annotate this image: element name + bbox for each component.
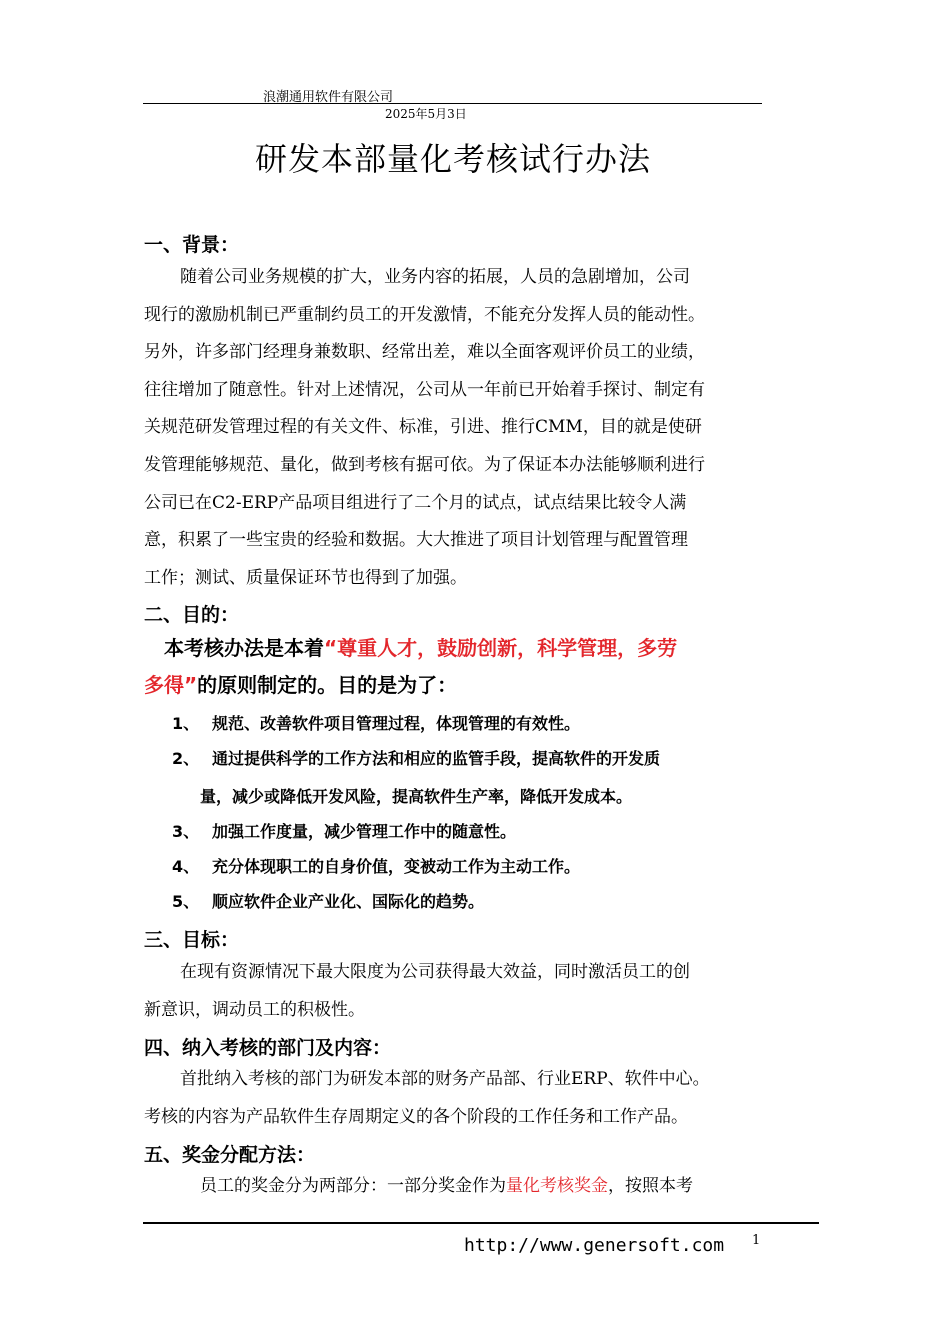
item-number: 3、 — [172, 822, 200, 841]
purpose-intro — [144, 630, 766, 704]
item-number: 4、 — [172, 857, 200, 876]
background-line: 工作；测试、质量保证环节也得到了加强。 — [144, 567, 467, 588]
page-title: 研发本部量化考核试行办法 — [254, 140, 651, 178]
purpose-intro-post: 的原则制定的。目的是为了： — [197, 673, 458, 697]
quantitative-bonus-term: 量化考核奖金 — [506, 1176, 608, 1196]
footer-url: http://www.genersoft.com — [464, 1235, 725, 1256]
purpose-list-item — [172, 711, 580, 734]
item-number: 1、 — [172, 714, 200, 733]
background-line: 公司已在C2-ERP产品项目组进行了二个月的试点，试点结果比较令人满 — [144, 492, 687, 513]
footer-rule — [143, 1222, 819, 1224]
section-heading-bonus: 五、奖金分配方法： — [144, 1144, 316, 1166]
purpose-intro-pre: 本考核办法是本着 — [164, 636, 324, 660]
section-heading-goal: 三、目标： — [144, 929, 240, 951]
scope-line: 考核的内容为产品软件生存周期定义的各个阶段的工作任务和工作产品。 — [144, 1106, 688, 1127]
item-number: 2、 — [172, 749, 200, 768]
item-text: 充分体现职工的自身价值，变被动工作为主动工作。 — [212, 857, 581, 876]
background-line: 随着公司业务规模的扩大，业务内容的拓展，人员的急剧增加，公司 — [180, 267, 690, 287]
item-number: 5、 — [172, 892, 200, 911]
goal-line: 在现有资源情况下最大限度为公司获得最大效益，同时激活员工的创 — [180, 962, 690, 982]
header-date: 2025年5月3日 — [385, 107, 467, 121]
bonus-paragraph — [144, 1168, 766, 1206]
goal-paragraph — [144, 954, 766, 1029]
background-line: 发管理能够规范、量化，做到考核有据可依。为了保证本办法能够顺利进行 — [144, 454, 705, 475]
purpose-list-item-continued: 量，减少或降低开发风险，提高软件生产率，降低开发成本。 — [200, 787, 633, 806]
item-text: 规范、改善软件项目管理过程，体现管理的有效性。 — [212, 714, 581, 733]
background-line: 现行的激励机制已严重制约员工的开发激情，不能充分发挥人员的能动性。 — [144, 304, 705, 325]
scope-line: 首批纳入考核的部门为研发本部的财务产品部、行业ERP、软件中心。 — [180, 1069, 710, 1089]
section-heading-scope: 四、纳入考核的部门及内容： — [144, 1037, 392, 1059]
item-text: 顺应软件企业产业化、国际化的趋势。 — [212, 892, 485, 911]
header-company: 浪潮通用软件有限公司 — [263, 90, 394, 105]
section-heading-background: 一、背景： — [144, 234, 240, 256]
purpose-list-item — [172, 854, 580, 877]
scope-paragraph — [144, 1061, 766, 1136]
item-text: 通过提供科学的工作方法和相应的监管手段，提高软件的开发质 — [212, 749, 661, 768]
background-line: 意，积累了一些宝贵的经验和数据。大大推进了项目计划管理与配置管理 — [144, 530, 688, 551]
bonus-line-pre: 员工的奖金分为两部分：一部分奖金作为 — [200, 1176, 506, 1196]
goal-line: 新意识，调动员工的积极性。 — [144, 999, 365, 1020]
bonus-line-post: ，按照本考 — [608, 1176, 693, 1196]
background-line: 往往增加了随意性。针对上述情况，公司从一年前已开始着手探讨、制定有 — [144, 379, 705, 400]
header-rule — [143, 103, 762, 104]
purpose-list-item — [172, 819, 516, 842]
background-paragraph — [144, 259, 766, 597]
background-line: 另外，许多部门经理身兼数职、经常出差，难以全面客观评价员工的业绩， — [144, 342, 705, 363]
page-number: 1 — [752, 1233, 761, 1248]
section-heading-purpose: 二、目的： — [144, 604, 240, 626]
purpose-list-item — [172, 889, 484, 912]
purpose-list-item — [172, 746, 660, 769]
purpose-principle-quote: “尊重人才，鼓励创新，科学管理，多劳 — [324, 636, 678, 660]
background-line: 关规范研发管理过程的有关文件、标准，引进、推行CMM，目的就是使研 — [144, 417, 702, 438]
purpose-principle-quote-end: 多得” — [144, 673, 198, 697]
item-text: 加强工作度量，减少管理工作中的随意性。 — [212, 822, 517, 841]
